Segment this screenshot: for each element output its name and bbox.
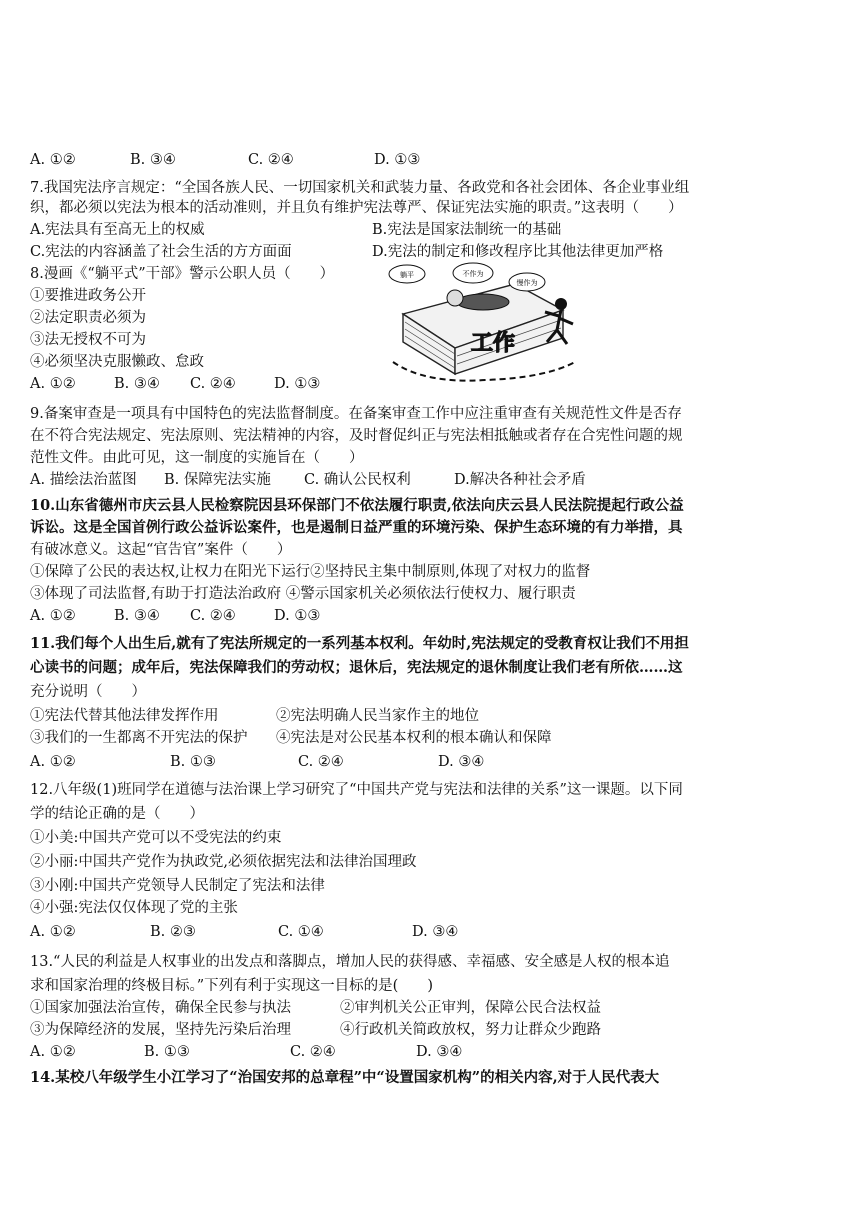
q13-item-2: ②审判机关公正审判，保障公民合法权益: [340, 1000, 601, 1016]
q6-option-c: C. ②④: [248, 152, 294, 168]
q10-option-c: C. ②④: [190, 608, 236, 624]
q9-options: [30, 470, 586, 490]
q13-item-4: ④行政机关简政放权，努力让群众少跑路: [340, 1022, 601, 1038]
q13-item-1: ①国家加强法治宣传，确保全民参与执法: [30, 1000, 291, 1016]
reclining-official-figure: [457, 294, 509, 310]
q10-items-line2: ③体现了司法监督,有助于打造法治政府 ④警示国家机关必须依法行使权力、履行职责: [30, 586, 576, 602]
q12-item-4: ④小强:宪法仅仅体现了党的主张: [30, 900, 238, 916]
q11-option-a: A. ①②: [30, 754, 76, 770]
q12-item-2: ②小丽:中国共产党作为执政党,必须依据宪法和法律治国理政: [30, 854, 417, 870]
official-head-icon: [447, 290, 463, 306]
q8-option-b: B. ③④: [114, 376, 160, 392]
q11-item-2: ②宪法明确人民当家作主的地位: [276, 708, 479, 724]
q10-stem-line3: 有破冰意义。这起“官告官”案件（ ）: [30, 542, 292, 558]
q12-option-a: A. ①②: [30, 924, 76, 940]
q8-item-1: ①要推进政务公开: [30, 288, 146, 304]
q13-option-a: A. ①②: [30, 1044, 76, 1060]
q8-option-a: A. ①②: [30, 376, 76, 392]
q13-stem-line1: 13.“人民的利益是人权事业的出发点和落脚点，增加人民的获得感、幸福感、安全感是人权的根本追: [30, 954, 670, 970]
q9-option-c: C. 确认公民权利: [304, 472, 411, 488]
q7-option-c: C.宪法的内容涵盖了社会生活的方方面面: [30, 244, 292, 260]
q11-option-b: B. ①③: [170, 754, 216, 770]
q7-option-d: D.宪法的制定和修改程序比其他法律更加严格: [372, 244, 664, 260]
q13-option-c: C. ②④: [290, 1044, 336, 1060]
q8-item-2: ②法定职责必须为: [30, 310, 146, 326]
q12-item-3: ③小刚:中国共产党领导人民制定了宪法和法律: [30, 878, 325, 894]
q9-option-b: B. 保障宪法实施: [164, 472, 271, 488]
q6-options: [30, 150, 420, 170]
q6-option-d: D. ①③: [374, 152, 421, 168]
cartoon-work-label: 工作: [471, 331, 516, 356]
q11-item-1: ①宪法代替其他法律发挥作用: [30, 708, 219, 724]
q6-option-a: A. ①②: [30, 152, 76, 168]
q11-item-4: ④宪法是对公民基本权利的根本确认和保障: [276, 730, 552, 746]
q7-stem-line2: 织，都必须以宪法为根本的活动准则，并且负有维护宪法尊严、保证宪法实施的职责。”这表明（ ）: [30, 200, 683, 216]
q8-stem: 8.漫画《“躺平式”干部》警示公职人员（ ）: [30, 266, 335, 282]
q12-options: [30, 922, 458, 942]
q9-stem-line2: 在不符合宪法规定、宪法原则、宪法精神的内容，及时督促纠正与宪法相抵触或者存在合宪性问题的规: [30, 428, 683, 444]
q12-stem-line1: 12.八年级(1)班同学在道德与法治课上学习研究了“中国共产党与宪法和法律的关系”这一课题。以下同: [30, 782, 683, 798]
q11-option-d: D. ③④: [438, 754, 485, 770]
q13-option-d: D. ③④: [416, 1044, 463, 1060]
q12-stem-line2: 学的结论正确的是（ ）: [30, 806, 204, 822]
q10-items-line1: ①保障了公民的表达权,让权力在阳光下运行②坚持民主集中制原则,体现了对权力的监督: [30, 564, 591, 580]
q11-stem-line1: 11.我们每个人出生后,就有了宪法所规定的一系列基本权利。年幼时,宪法规定的受教育权让我们不用担: [30, 635, 689, 652]
q11-stem-line2: 心读书的问题；成年后，宪法保障我们的劳动权；退休后，宪法规定的退休制度让我们老有所依……这: [30, 659, 683, 676]
q9-stem-line1: 9.备案审查是一项具有中国特色的宪法监督制度。在备案审查工作中应注重审查有关规范性文件是否存: [30, 406, 682, 422]
q10-option-d: D. ①③: [274, 608, 321, 624]
q10-stem-line1: 10.山东省德州市庆云县人民检察院因县环保部门不依法履行职责,依法向庆云县人民法院提起行政公益: [30, 497, 684, 514]
bubble-text-3: 慢作为: [516, 279, 538, 287]
q11-option-c: C. ②④: [298, 754, 344, 770]
q8-item-3: ③法无授权不可为: [30, 332, 146, 348]
q7-option-b: B.宪法是国家法制统一的基础: [372, 222, 562, 238]
q8-item-4: ④必须坚决克服懒政、怠政: [30, 354, 204, 370]
q13-options: [30, 1042, 462, 1062]
q8-option-c: C. ②④: [190, 376, 236, 392]
q10-option-b: B. ③④: [114, 608, 160, 624]
q6-option-b: B. ③④: [130, 152, 176, 168]
q13-option-b: B. ①③: [144, 1044, 190, 1060]
q9-option-a: A. 描绘法治蓝图: [30, 472, 137, 488]
bubble-text-1: 躺平: [400, 271, 414, 279]
q9-option-d: D.解决各种社会矛盾: [454, 472, 586, 488]
q10-option-a: A. ①②: [30, 608, 76, 624]
q8-option-d: D. ①③: [274, 376, 321, 392]
q10-stem-line2: 诉讼。这是全国首例行政公益诉讼案件，也是遏制日益严重的环境污染、保护生态环境的有力举措，具: [30, 519, 683, 536]
q12-option-c: C. ①④: [278, 924, 324, 940]
q11-options: [30, 752, 484, 772]
q11-stem-line3: 充分说明（ ）: [30, 684, 146, 700]
bubble-text-2: 不作为: [462, 270, 484, 278]
q9-stem-line3: 范性文件。由此可见，这一制度的实施旨在（ ）: [30, 450, 364, 466]
q7-option-a: A.宪法具有至高无上的权威: [30, 222, 205, 238]
q12-option-b: B. ②③: [150, 924, 196, 940]
q14-stem-line1: 14.某校八年级学生小江学习了“治国安邦的总章程”中“设置国家机构”的相关内容,对于人民代表大: [30, 1069, 660, 1086]
q12-option-d: D. ③④: [412, 924, 459, 940]
q11-item-3: ③我们的一生都离不开宪法的保护: [30, 730, 248, 746]
lying-flat-cartoon: [385, 262, 580, 384]
q8-options: [30, 374, 320, 394]
q12-item-1: ①小美:中国共产党可以不受宪法的约束: [30, 830, 282, 846]
q13-stem-line2: 求和国家治理的终极目标。”下列有利于实现这一目标的是( ): [30, 978, 433, 994]
q10-options: [30, 606, 320, 626]
q13-item-3: ③为保障经济的发展，坚持先污染后治理: [30, 1022, 291, 1038]
q7-stem-line1: 7.我国宪法序言规定：“全国各族人民、一切国家机关和武装力量、各政党和各社会团体、各企业事业组: [30, 180, 690, 196]
